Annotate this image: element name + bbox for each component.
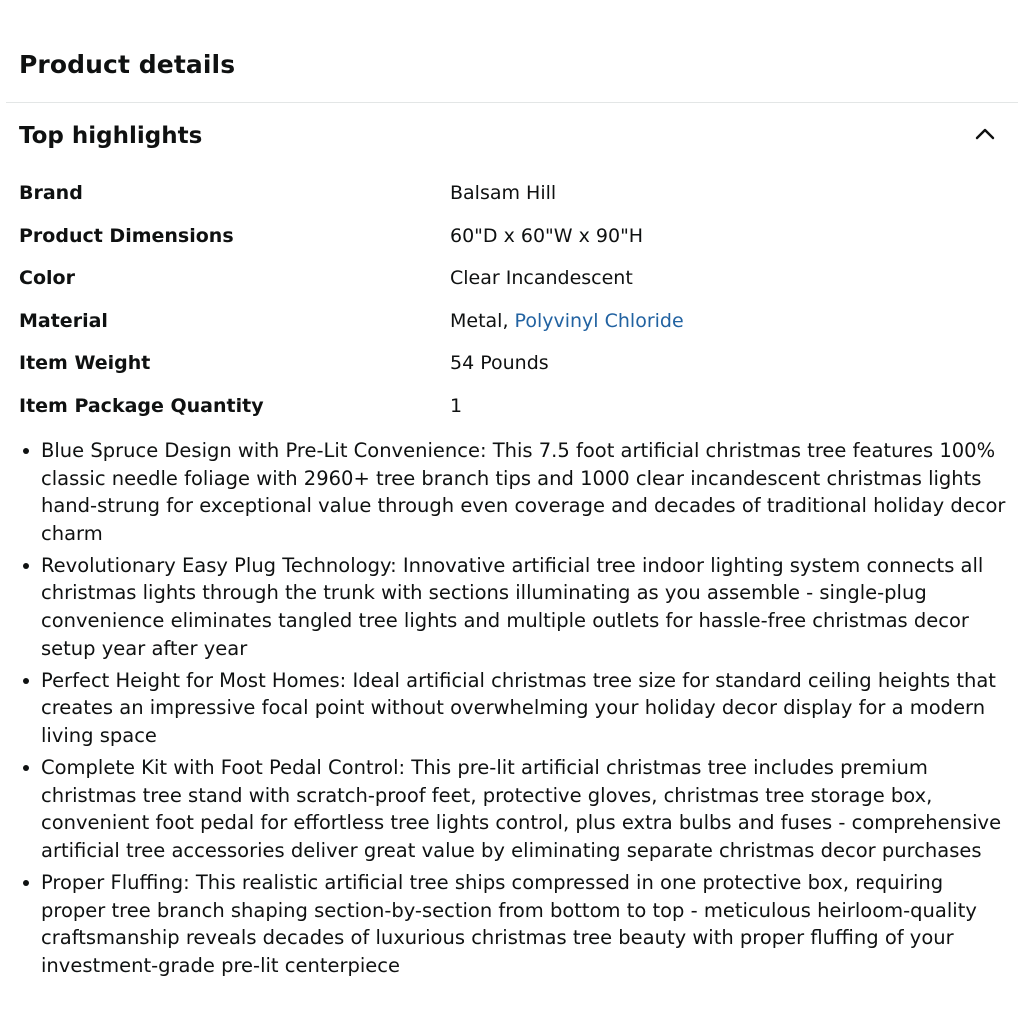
attribute-label: Item Package Quantity — [19, 394, 264, 417]
feature-bullet: Complete Kit with Foot Pedal Control: This pre-lit artificial christmas tree includes premium christmas tree stand with scratch-proof feet, protective gloves, christmas tree storage box, convenient foot pedal for effortless tree lights control, plus extra bulbs and fuses - comprehensive artificial tree accessories deliver great value by eliminating separate christmas decor purchases — [0, 754, 1010, 864]
section-divider — [6, 102, 1018, 103]
feature-bullet: Proper Fluffing: This realistic artificial tree ships compressed in one protective box, requiring proper tree branch shaping section-by-section from bottom to top - meticulous heirloom-quality craftsmanship reveals decades of luxurious christmas tree beauty with proper fluffing of your investment-grade pre-lit centerpiece — [0, 869, 1010, 979]
material-link[interactable]: Polyvinyl Chloride — [514, 309, 684, 332]
material-value-text: Metal, — [450, 309, 515, 332]
attribute-row-dimensions — [19, 215, 1009, 258]
section-title: Top highlights — [19, 123, 203, 149]
attributes-table — [19, 172, 1009, 427]
attribute-value: 1 — [450, 394, 463, 417]
attribute-value: Clear Incandescent — [450, 267, 633, 289]
feature-bullet: Revolutionary Easy Plug Technology: Innovative artificial tree indoor lighting system connects all christmas lights through the trunk with sections illuminating as you assemble - single-plug convenience eliminates tangled tree lights and multiple outlets for hassle-free christmas decor setup year after year — [0, 552, 1010, 662]
attribute-value — [450, 300, 684, 343]
feature-bullet: Blue Spruce Design with Pre-Lit Convenience: This 7.5 foot artificial christmas tree features 100% classic needle foliage with 2960+ tree branch tips and 1000 clear incandescent christmas lights hand-strung for exceptional value through even coverage and decades of traditional holiday decor charm — [0, 437, 1010, 547]
attribute-row-material — [19, 300, 1009, 343]
attribute-label: Product Dimensions — [19, 224, 234, 247]
attribute-row-weight — [19, 342, 1009, 385]
attribute-row-color — [19, 257, 1009, 300]
attribute-label: Brand — [19, 182, 83, 204]
page-title: Product details — [19, 50, 236, 79]
attribute-value: 54 Pounds — [450, 352, 549, 374]
attribute-label: Material — [19, 309, 108, 332]
attribute-label: Color — [19, 267, 75, 289]
chevron-up-icon[interactable] — [974, 123, 996, 145]
feature-bullets — [0, 437, 1010, 984]
attribute-value: Balsam Hill — [450, 182, 557, 204]
attribute-row-package-quantity — [19, 385, 1009, 428]
feature-bullet: Perfect Height for Most Homes: Ideal artificial christmas tree size for standard ceiling heights that creates an impressive focal point without overwhelming your holiday decor display for a modern living space — [0, 667, 1010, 750]
attribute-label: Item Weight — [19, 352, 151, 374]
attribute-row-brand — [19, 172, 1009, 215]
top-highlights-header[interactable] — [0, 120, 1024, 160]
attribute-value: 60"D x 60"W x 90"H — [450, 224, 644, 247]
